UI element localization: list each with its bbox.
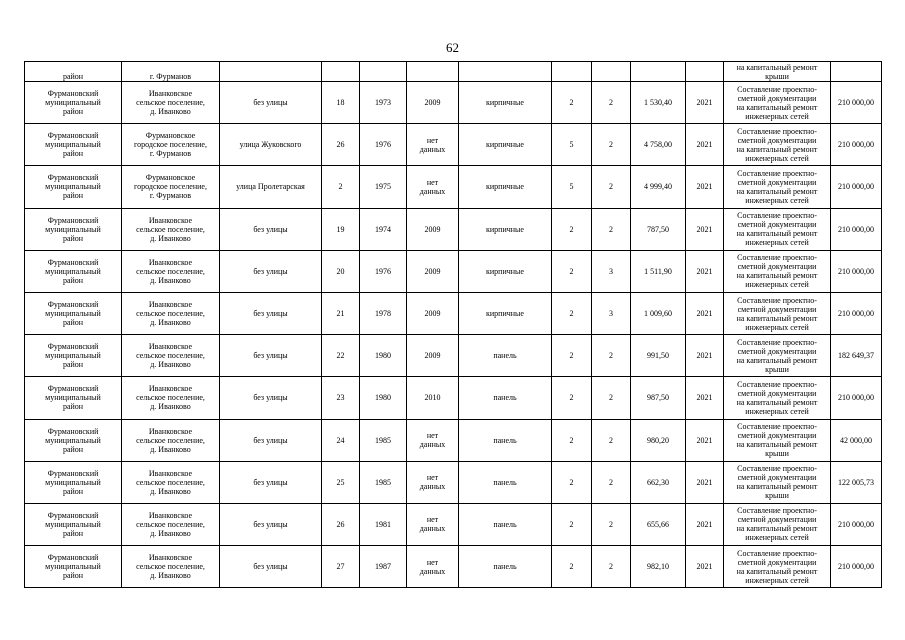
cell-year-built: 1974 [360,208,407,250]
cell-district: Фурмановский муниципальный район [25,82,122,124]
cell-area: 4 999,40 [631,166,686,208]
cell-wall-material: панель [459,419,552,461]
cell-street: без улицы [220,546,322,588]
cell-plan-year: 2021 [686,335,724,377]
cell-entrances [592,62,631,82]
cell-street: без улицы [220,461,322,503]
cell-house: 20 [322,250,360,292]
cell-entrances: 2 [592,461,631,503]
cell-entrances: 2 [592,208,631,250]
cell-entrances: 2 [592,377,631,419]
cell-area: 1 009,60 [631,292,686,334]
cell-entrances: 2 [592,335,631,377]
cell-settlement: г. Фурманов [122,62,220,82]
cell-work-type: Составление проектно- сметной документации на капитальный ремонт инженерных сетей [724,82,831,124]
cell-house: 19 [322,208,360,250]
cell-house: 2 [322,166,360,208]
cell-district: Фурмановский муниципальный район [25,419,122,461]
cell-floors: 2 [552,461,592,503]
cell-amount: 210 000,00 [831,82,882,124]
cell-last-overhaul: 2009 [407,250,459,292]
cell-amount: 210 000,00 [831,124,882,166]
cell-year-built: 1973 [360,82,407,124]
cell-settlement: Иванковское сельское поселение, д. Иванково [122,250,220,292]
cell-plan-year: 2021 [686,166,724,208]
cell-floors [552,62,592,82]
cell-street: без улицы [220,335,322,377]
cell-entrances: 2 [592,166,631,208]
cell-area: 4 758,00 [631,124,686,166]
cell-work-type: Составление проектно- сметной документации на капитальный ремонт инженерных сетей [724,503,831,545]
cell-plan-year: 2021 [686,419,724,461]
cell-house [322,62,360,82]
cell-district: Фурмановский муниципальный район [25,377,122,419]
cell-year-built: 1985 [360,419,407,461]
cell-plan-year: 2021 [686,250,724,292]
table-row [25,546,882,588]
cell-amount: 210 000,00 [831,503,882,545]
cell-wall-material: кирпичные [459,82,552,124]
cell-amount: 210 000,00 [831,377,882,419]
cell-area: 655,66 [631,503,686,545]
cell-year-built: 1980 [360,377,407,419]
cell-plan-year: 2021 [686,208,724,250]
cell-street: без улицы [220,250,322,292]
cell-floors: 5 [552,166,592,208]
cell-street: без улицы [220,503,322,545]
cell-house: 22 [322,335,360,377]
cell-work-type: Составление проектно- сметной документации на капитальный ремонт инженерных сетей [724,250,831,292]
cell-last-overhaul [407,62,459,82]
cell-entrances: 3 [592,292,631,334]
cell-entrances: 2 [592,82,631,124]
cell-wall-material: панель [459,546,552,588]
cell-wall-material: панель [459,335,552,377]
cell-settlement: Иванковское сельское поселение, д. Иванково [122,546,220,588]
cell-year-built: 1978 [360,292,407,334]
cell-wall-material: кирпичные [459,250,552,292]
cell-year-built: 1981 [360,503,407,545]
cell-wall-material [459,62,552,82]
cell-wall-material: кирпичные [459,208,552,250]
cell-area: 991,50 [631,335,686,377]
table-row [25,124,882,166]
cell-amount: 182 649,37 [831,335,882,377]
cell-last-overhaul: 2009 [407,335,459,377]
cell-amount: 42 000,00 [831,419,882,461]
cell-street [220,62,322,82]
cell-plan-year: 2021 [686,82,724,124]
cell-district: Фурмановский муниципальный район [25,208,122,250]
cell-amount: 210 000,00 [831,250,882,292]
cell-district: Фурмановский муниципальный район [25,503,122,545]
table-row [25,503,882,545]
cell-plan-year: 2021 [686,124,724,166]
cell-settlement: Иванковское сельское поселение, д. Иванково [122,82,220,124]
cell-floors: 2 [552,335,592,377]
cell-entrances: 2 [592,503,631,545]
cell-amount: 210 000,00 [831,166,882,208]
cell-floors: 2 [552,250,592,292]
cell-area: 1 511,90 [631,250,686,292]
cell-street: без улицы [220,82,322,124]
cell-entrances: 3 [592,250,631,292]
cell-settlement: Иванковское сельское поселение, д. Иванково [122,503,220,545]
cell-last-overhaul: нет данных [407,124,459,166]
cell-last-overhaul: нет данных [407,166,459,208]
cell-area: 787,50 [631,208,686,250]
cell-wall-material: панель [459,461,552,503]
cell-work-type: Составление проектно- сметной документации на капитальный ремонт инженерных сетей [724,292,831,334]
cell-plan-year: 2021 [686,377,724,419]
cell-floors: 2 [552,503,592,545]
cell-floors: 2 [552,377,592,419]
table-row [25,208,882,250]
cell-district: Фурмановский муниципальный район [25,335,122,377]
cell-floors: 2 [552,208,592,250]
cell-area [631,62,686,82]
cell-year-built: 1975 [360,166,407,208]
cell-house: 26 [322,124,360,166]
cell-last-overhaul: 2009 [407,208,459,250]
cell-year-built: 1985 [360,461,407,503]
cell-last-overhaul: 2010 [407,377,459,419]
table-row-continued [25,62,882,82]
cell-amount: 122 005,73 [831,461,882,503]
cell-year-built: 1976 [360,250,407,292]
cell-house: 25 [322,461,360,503]
table-row [25,335,882,377]
cell-house: 24 [322,419,360,461]
cell-street: улица Пролетарская [220,166,322,208]
cell-work-type: Составление проектно- сметной документации на капитальный ремонт инженерных сетей [724,208,831,250]
cell-settlement: Иванковское сельское поселение, д. Иванково [122,377,220,419]
housing-registry-table [24,61,882,588]
cell-house: 21 [322,292,360,334]
cell-settlement: Иванковское сельское поселение, д. Иванково [122,208,220,250]
cell-district: район [25,62,122,82]
cell-entrances: 2 [592,546,631,588]
cell-entrances: 2 [592,419,631,461]
cell-work-type: Составление проектно- сметной документации на капитальный ремонт крыши [724,419,831,461]
cell-last-overhaul: нет данных [407,461,459,503]
cell-house: 27 [322,546,360,588]
cell-work-type: Составление проектно- сметной документации на капитальный ремонт инженерных сетей [724,124,831,166]
cell-work-type: Составление проектно- сметной документации на капитальный ремонт крыши [724,335,831,377]
table-row [25,292,882,334]
cell-work-type: Составление проектно- сметной документации на капитальный ремонт крыши [724,461,831,503]
table-row [25,419,882,461]
cell-area: 982,10 [631,546,686,588]
cell-area: 987,50 [631,377,686,419]
cell-plan-year: 2021 [686,546,724,588]
cell-floors: 5 [552,124,592,166]
cell-amount: 210 000,00 [831,208,882,250]
cell-settlement: Иванковское сельское поселение, д. Иванково [122,461,220,503]
cell-street: без улицы [220,208,322,250]
cell-work-type: Составление проектно- сметной документации на капитальный ремонт инженерных сетей [724,377,831,419]
cell-district: Фурмановский муниципальный район [25,124,122,166]
cell-area: 1 530,40 [631,82,686,124]
cell-wall-material: кирпичные [459,292,552,334]
cell-house: 18 [322,82,360,124]
page-number: 62 [446,40,459,55]
cell-district: Фурмановский муниципальный район [25,546,122,588]
cell-wall-material: кирпичные [459,124,552,166]
cell-amount: 210 000,00 [831,292,882,334]
cell-year-built [360,62,407,82]
cell-last-overhaul: нет данных [407,546,459,588]
table-row [25,250,882,292]
cell-amount: 210 000,00 [831,546,882,588]
cell-settlement: Фурмановское городское поселение, г. Фурманов [122,166,220,208]
cell-wall-material: панель [459,377,552,419]
cell-wall-material: кирпичные [459,166,552,208]
cell-street: улица Жуковского [220,124,322,166]
cell-wall-material: панель [459,503,552,545]
cell-district: Фурмановский муниципальный район [25,292,122,334]
table-row [25,377,882,419]
cell-work-type: Составление проектно- сметной документации на капитальный ремонт инженерных сетей [724,546,831,588]
cell-entrances: 2 [592,124,631,166]
cell-district: Фурмановский муниципальный район [25,250,122,292]
cell-last-overhaul: нет данных [407,419,459,461]
cell-district: Фурмановский муниципальный район [25,461,122,503]
cell-work-type: Составление проектно- сметной документации на капитальный ремонт инженерных сетей [724,166,831,208]
cell-last-overhaul: нет данных [407,503,459,545]
cell-settlement: Иванковское сельское поселение, д. Иванково [122,335,220,377]
table-row [25,461,882,503]
cell-settlement: Иванковское сельское поселение, д. Иванково [122,419,220,461]
cell-floors: 2 [552,419,592,461]
cell-floors: 2 [552,82,592,124]
cell-floors: 2 [552,292,592,334]
cell-work-type: на капитальный ремонт крыши [724,62,831,82]
cell-last-overhaul: 2009 [407,82,459,124]
cell-amount [831,62,882,82]
cell-year-built: 1980 [360,335,407,377]
cell-house: 26 [322,503,360,545]
cell-area: 662,30 [631,461,686,503]
cell-settlement: Иванковское сельское поселение, д. Иванково [122,292,220,334]
cell-last-overhaul: 2009 [407,292,459,334]
cell-settlement: Фурмановское городское поселение, г. Фурманов [122,124,220,166]
cell-area: 980,20 [631,419,686,461]
cell-plan-year: 2021 [686,503,724,545]
cell-street: без улицы [220,419,322,461]
cell-plan-year: 2021 [686,461,724,503]
cell-year-built: 1976 [360,124,407,166]
cell-plan-year: 2021 [686,292,724,334]
table-row [25,166,882,208]
table-row [25,82,882,124]
cell-district: Фурмановский муниципальный район [25,166,122,208]
cell-floors: 2 [552,546,592,588]
cell-street: без улицы [220,377,322,419]
cell-year-built: 1987 [360,546,407,588]
cell-house: 23 [322,377,360,419]
cell-plan-year [686,62,724,82]
cell-street: без улицы [220,292,322,334]
